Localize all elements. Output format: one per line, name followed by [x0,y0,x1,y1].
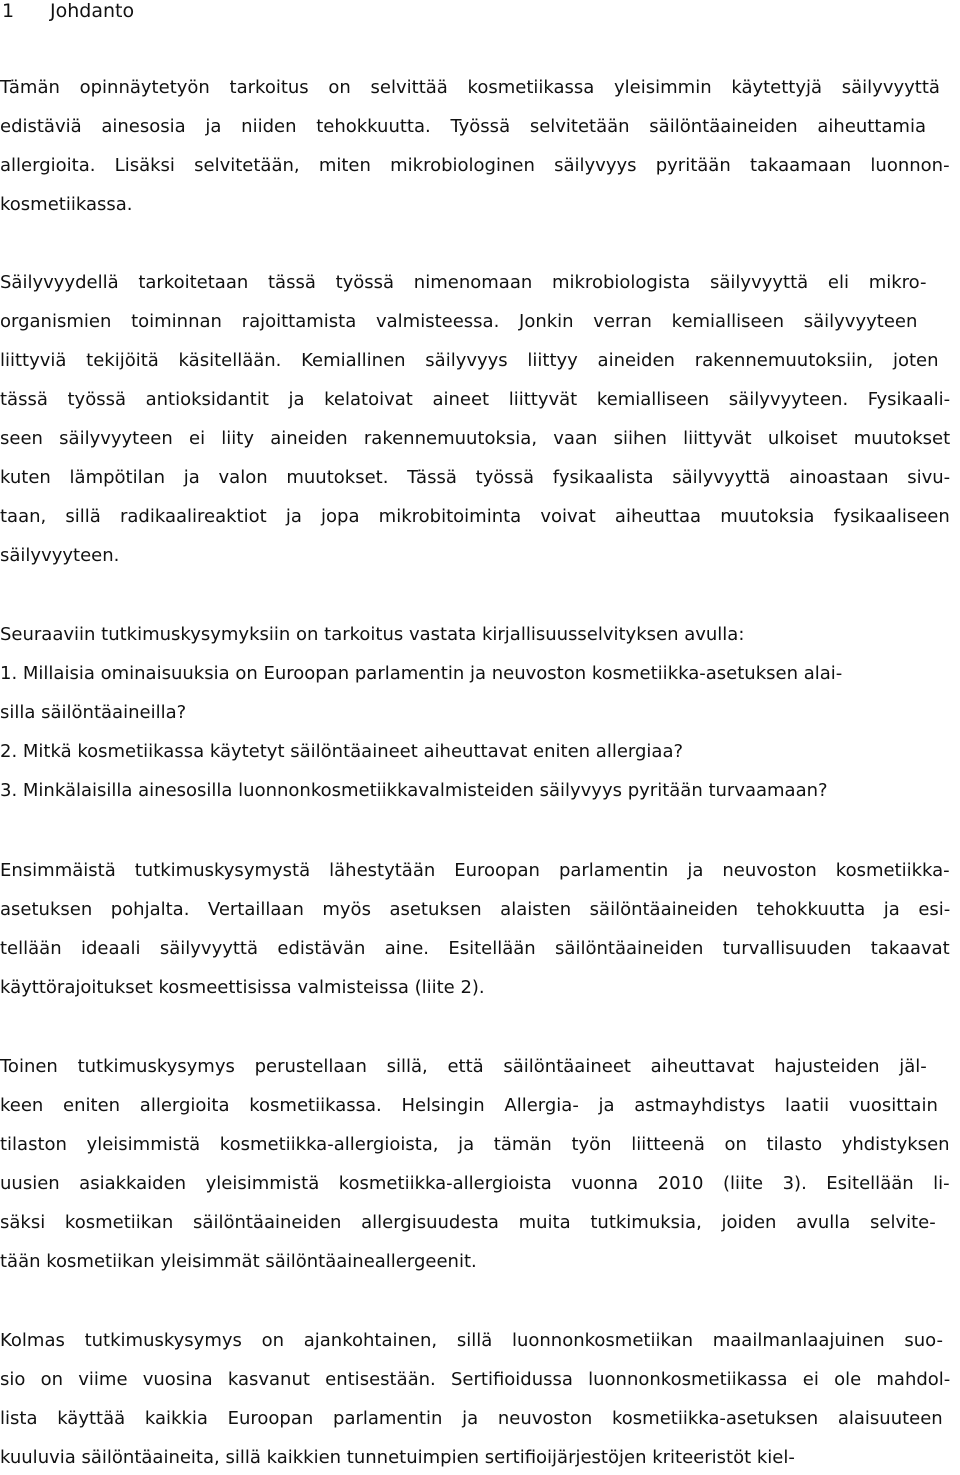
text-line: käyttörajoitukset kosmeettisissa valmisteissa (liite 2). [0,977,485,998]
text-line: edistäviä ainesosia ja niiden tehokkuutta. Työssä selvitetään säilöntäaineiden aiheuttamia [0,116,926,137]
section-title: Johdanto [50,0,135,22]
text-line: säksi kosmetiikan säilöntäaineiden allergisuudesta muita tutkimuksia, joiden avulla selvite- [0,1212,936,1233]
text-line: tässä työssä antioksidantit ja kelatoivat aineet liittyvät kemialliseen säilyvyyteen. Fysikaali- [0,389,951,410]
text-line: keen eniten allergioita kosmetiikassa. Helsingin Allergia- ja astmayhdistys laatii vuosittain [0,1095,938,1116]
text-line: taan, sillä radikaalireaktiot ja jopa mikrobitoiminta voivat aiheuttaa muutoksia fysikaaliseen [0,506,950,527]
text-line: tään kosmetiikan yleisimmät säilöntäaineallergeenit. [0,1251,477,1272]
text-line: kuuluvia säilöntäaineita, sillä kaikkien tunnetuimpien sertifioijärjestöjen kriteeristöt kiel- [0,1447,795,1468]
list-item-continuation: silla säilöntäaineilla? [0,702,187,723]
list-item: 3. Minkälaisilla ainesosilla luonnonkosmetiikkavalmisteiden säilyvyys pyritään turvaamaan? [0,780,828,801]
text-line: seen säilyvyyteen ei liity aineiden rakennemuutoksia, vaan siihen liittyvät ulkoiset muutokset [0,428,951,449]
text-line: liittyviä tekijöitä käsitellään. Kemiallinen säilyvyys liittyy aineiden rakennemuutoksiin, joten [0,350,939,371]
text-line: allergioita. Lisäksi selvitetään, miten mikrobiologinen säilyvyys pyritään takaamaan luonnon- [0,155,950,176]
text-line: Tämän opinnäytetyön tarkoitus on selvittää kosmetiikassa yleisimmin käytettyjä säilyvyyttä [0,77,940,98]
text-line: uusien asiakkaiden yleisimmistä kosmetiikka-allergioista vuonna 2010 (liite 3). Esitellään li- [0,1173,950,1194]
text-line: Säilyvyydellä tarkoitetaan tässä työssä nimenomaan mikrobiologista säilyvyyttä eli mikro- [0,272,927,293]
text-line: kuten lämpötilan ja valon muutokset. Tässä työssä fysikaalista säilyvyyttä ainoastaan sivu- [0,467,951,488]
text-line: säilyvyyteen. [0,545,120,566]
text-line: Seuraaviin tutkimuskysymyksiin on tarkoitus vastata kirjallisuusselvityksen avulla: [0,624,745,645]
text-line: organismien toiminnan rajoittamista valmisteessa. Jonkin verran kemialliseen säilyvyyteen [0,311,918,332]
list-item: 2. Mitkä kosmetiikassa käytetyt säilöntäaineet aiheuttavat eniten allergiaa? [0,741,684,762]
section-number: 1 [2,0,15,22]
text-line: tellään ideaali säilyvyyttä edistävän aine. Esitellään säilöntäaineiden turvallisuuden takaavat [0,938,950,959]
section-heading [2,0,134,22]
text-line: Toinen tutkimuskysymys perustellaan sillä, että säilöntäaineet aiheuttavat hajusteiden jäl- [0,1056,927,1077]
text-line: lista käyttää kaikkia Euroopan parlamentin ja neuvoston kosmetiikka-asetuksen alaisuuteen [0,1408,943,1429]
text-line: sio on viime vuosina kasvanut entisestään. Sertifioidussa luonnonkosmetiikassa ei ole mahdol- [0,1369,951,1390]
list-item: 1. Millaisia ominaisuuksia on Euroopan parlamentin ja neuvoston kosmetiikka-asetuksen alai- [0,663,843,684]
text-line: kosmetiikassa. [0,194,133,215]
text-line: Ensimmäistä tutkimuskysymystä lähestytään Euroopan parlamentin ja neuvoston kosmetiikka- [0,860,950,881]
text-line: asetuksen pohjalta. Vertaillaan myös asetuksen alaisten säilöntäaineiden tehokkuutta ja esi- [0,899,951,920]
text-line: tilaston yleisimmistä kosmetiikka-allergioista, ja tämän työn liitteenä on tilasto yhdistyksen [0,1134,950,1155]
text-line: Kolmas tutkimuskysymys on ajankohtainen, sillä luonnonkosmetiikan maailmanlaajuinen suo- [0,1330,944,1351]
